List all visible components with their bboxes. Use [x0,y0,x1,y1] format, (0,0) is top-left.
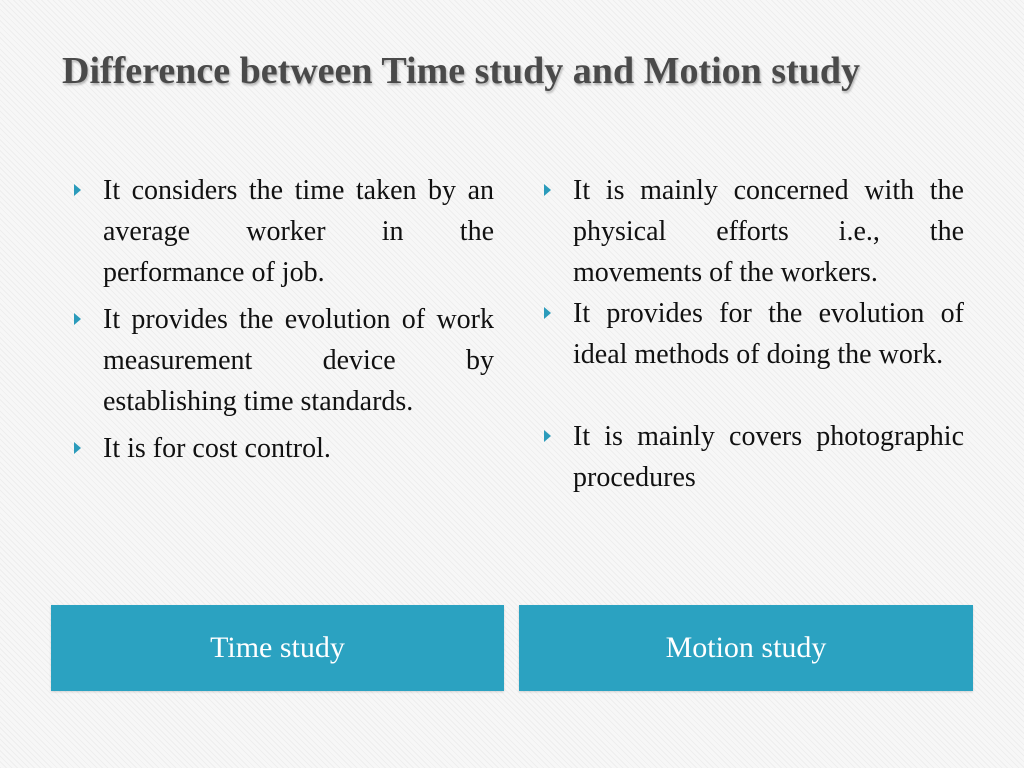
bullet-text: It provides for the evolution of ideal methods of doing the work. [573,298,964,370]
triangle-right-icon [544,307,551,319]
motion-study-label-text: Motion study [665,631,827,664]
bullet-text: It is mainly concerned with the physical efforts i.e., the movements of the workers. [573,175,964,288]
bullet-text: It is mainly covers photographic procedures [573,421,964,493]
triangle-right-icon [544,430,551,442]
bullet-text: It considers the time taken by an average worker in the performance of job. [103,175,494,288]
triangle-right-icon [74,313,81,325]
time-study-label [51,605,504,691]
motion-study-label [519,605,973,691]
time-study-point [74,299,494,422]
bullet-text: It provides the evolution of work measurement device by establishing time standards. [103,304,494,417]
time-study-point [74,428,494,469]
motion-study-points [544,170,964,498]
triangle-right-icon [74,442,81,454]
motion-study-point [544,416,964,498]
triangle-right-icon [544,184,551,196]
triangle-right-icon [74,184,81,196]
motion-study-point [544,170,964,293]
time-study-label-text: Time study [210,631,345,664]
time-study-points [74,170,494,469]
slide-title: Difference between Time study and Motion study [62,50,860,92]
bullet-text: It is for cost control. [103,433,331,464]
motion-study-point [544,293,964,375]
time-study-point [74,170,494,293]
